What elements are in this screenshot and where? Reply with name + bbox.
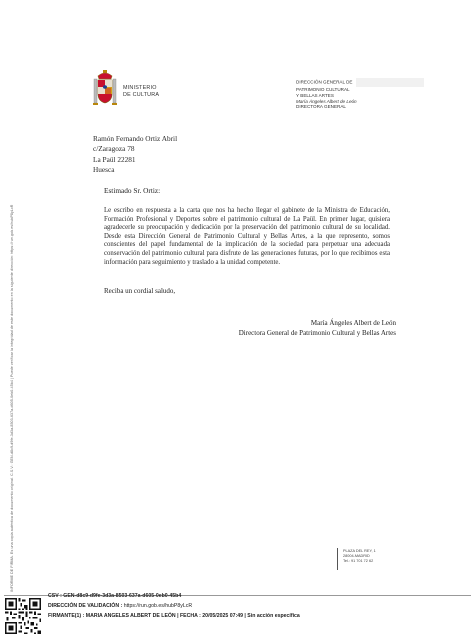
validation-row <box>48 601 300 611</box>
office-address <box>343 549 376 565</box>
directorate-role: DIRECTORA GENERAL <box>296 104 346 110</box>
letter-body: Le escribo en respuesta a la carta que nos ha hecho llegar el gabinete de la Ministra de Educación, Formación Profesional y Deportes sobre el patrimonio cultural de La Paül. En primer lugar, quisiera agradecerle su preocupación y dedicación por la preservación del patrimonio cultural de su localidad. Desde esta Dirección General de Patrimonio Cultural y Bellas Artes, a la que represento, somos conscientes del papel fundamental de la implicación de la sociedad para perpetuar una adecuada conservación del patrimonio cultural para disfrute de las generaciones futuras, por lo que recibimos esta información para seguimiento y traslado a la unidad competente. <box>104 207 390 266</box>
validation-label: DIRECCIÓN DE VALIDACIÓN : <box>48 603 123 609</box>
footer-validation <box>48 591 300 621</box>
ministry-line: MINISTERIO <box>123 85 157 91</box>
address-line: 28004-MADRID <box>343 554 370 559</box>
validation-link[interactable]: https://run.gob.es/hubP8yLcR <box>123 603 193 609</box>
qr-code-icon[interactable] <box>5 598 41 634</box>
recipient-name: Ramón Fernando Ortiz Abril <box>93 134 178 143</box>
directorate-header <box>296 78 424 110</box>
directorate-line: DIRECCIÓN GENERAL DE <box>296 79 353 85</box>
address-divider <box>337 548 338 570</box>
signature-title: Directora General de Patrimonio Cultural y Bellas Artes <box>238 328 396 337</box>
recipient-province: Huesca <box>93 165 115 175</box>
directorate-signer: María Ángeles Albert de León <box>296 98 357 104</box>
csv-label: CSV : <box>48 593 62 599</box>
ministry-name <box>123 85 159 98</box>
directorate-line: PATRIMONIO CULTURAL <box>296 87 350 92</box>
signature-block <box>221 319 396 339</box>
redaction-box <box>356 78 424 87</box>
signer-row <box>48 611 300 621</box>
letter-greeting: Estimado Sr. Ortiz: <box>104 186 161 195</box>
coat-of-arms-icon <box>92 70 118 110</box>
csv-row <box>48 591 300 601</box>
address-line: PLAZA DEL REY, 1 <box>343 549 376 553</box>
signer-value: MARIA ANGELES ALBERT DE LEÓN | FECHA : 20/05/2025 07:49 | Sin acción específica <box>85 613 300 619</box>
csv-value: GEN-d8c9-d9fe-3d3a-8503-637a-d605-0eb0-45b4 <box>63 593 182 599</box>
recipient-street: c/Zaragoza 78 <box>93 144 135 154</box>
signature-name: María Ángeles Albert de León <box>310 319 396 327</box>
ministry-line: DE CULTURA <box>123 91 160 98</box>
letter-closing: Reciba un cordial saludo, <box>104 287 176 295</box>
signer-label: FIRMANTE(1) : <box>48 613 85 619</box>
directorate-line: Y BELLAS ARTES <box>296 92 334 98</box>
address-phone: Tel.: 91 701 72 62 <box>343 559 374 564</box>
recipient-address <box>93 134 177 176</box>
side-verification-stamp: INFORME DE FIRMA. Es una copia auténtica de documento original. C.S.V.: GEN-d8c9-d9fe-3d3a-8503-637a-d605-0eb0-45b4 | Puede verificar la integridad de este documento en la siguiente dirección: https://run.gob.es/hubP8yLcR <box>10 204 14 592</box>
recipient-city: La Paül 22281 <box>93 154 136 164</box>
